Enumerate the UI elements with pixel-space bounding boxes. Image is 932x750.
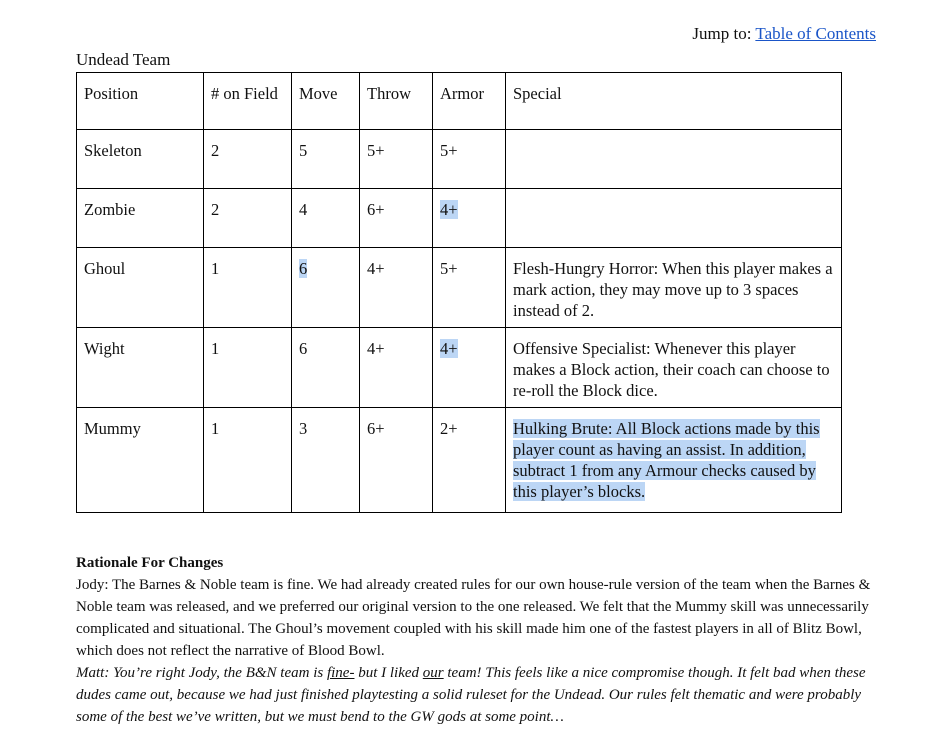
cell-armor: 5+ (433, 248, 506, 328)
cell-count: 1 (204, 248, 292, 328)
cell-move: 4 (292, 189, 360, 248)
table-row (77, 248, 842, 328)
undead-roster-table (76, 72, 842, 513)
table-header-row (77, 73, 842, 130)
cell-count: 1 (204, 328, 292, 408)
cell-special (506, 189, 842, 248)
cell-throw: 4+ (360, 328, 433, 408)
matt-comment (76, 662, 886, 728)
underlined-our: our (422, 665, 444, 681)
cell-special (506, 408, 842, 513)
cell-move: 3 (292, 408, 360, 513)
table-row (77, 189, 842, 248)
rationale-heading: Rationale For Changes (76, 555, 224, 571)
highlighted-text: 4+ (440, 200, 458, 219)
table-of-contents-link[interactable]: Table of Contents (755, 24, 876, 43)
cell-throw: 6+ (360, 189, 433, 248)
jody-comment: Jody: The Barnes & Noble team is fine. We had already created rules for our own house-rule version of the team when the Barnes & Noble team was released, and we preferred our original version to the one released. We felt that the Mummy skill was unnecessarily complicated and situational. The Ghoul’s movement coupled with his skill made him one of the fastest players in all of Blitz Bowl, which does not reflect the narrative of Blood Bowl. (76, 577, 871, 659)
underlined-fine: fine- (326, 665, 355, 681)
highlighted-text: 6 (299, 259, 308, 278)
cell-position: Zombie (77, 189, 204, 248)
jump-to-label: Jump to: (692, 24, 756, 43)
cell-armor (433, 189, 506, 248)
cell-position: Wight (77, 328, 204, 408)
cell-special: Offensive Specialist: Whenever this player makes a Block action, their coach can choose to re-roll the Block dice. (506, 328, 842, 408)
cell-armor (433, 328, 506, 408)
matt-text-part: team! This feels like a nice compromise though. It felt bad when these dudes came out, because we had just finished playtesting a solid ruleset for the Undead. Our rules felt thematic and were probably some of the best we’ve written, but we must bend to the GW gods at some point… (76, 665, 866, 725)
header-armor: Armor (433, 73, 506, 130)
header-special: Special (506, 73, 842, 130)
table-row (77, 130, 842, 189)
cell-count: 2 (204, 130, 292, 189)
highlighted-text: 4+ (440, 339, 458, 358)
team-title: Undead Team (76, 50, 171, 69)
header-move: Move (292, 73, 360, 130)
cell-special: Flesh-Hungry Horror: When this player makes a mark action, they may move up to 3 spaces instead of 2. (506, 248, 842, 328)
header-on-field: # on Field (204, 73, 292, 130)
cell-move: 6 (292, 328, 360, 408)
highlighted-text: Hulking Brute: All Block actions made by this player count as having an assist. In addition, subtract 1 from any Armour checks caused by this player’s blocks. (513, 419, 820, 501)
rationale-section (76, 552, 886, 728)
cell-armor: 5+ (433, 130, 506, 189)
cell-special (506, 130, 842, 189)
cell-position: Skeleton (77, 130, 204, 189)
cell-position: Mummy (77, 408, 204, 513)
cell-throw: 4+ (360, 248, 433, 328)
header-position: Position (77, 73, 204, 130)
cell-move (292, 248, 360, 328)
header-throw: Throw (360, 73, 433, 130)
cell-position: Ghoul (77, 248, 204, 328)
matt-text-part: but I liked (354, 665, 423, 681)
cell-count: 2 (204, 189, 292, 248)
table-row (77, 328, 842, 408)
cell-move: 5 (292, 130, 360, 189)
cell-count: 1 (204, 408, 292, 513)
matt-text-part: Matt: You’re right Jody, the B&N team is (76, 665, 327, 681)
cell-throw: 5+ (360, 130, 433, 189)
jump-to-line (692, 24, 876, 44)
cell-armor: 2+ (433, 408, 506, 513)
cell-throw: 6+ (360, 408, 433, 513)
table-row (77, 408, 842, 513)
